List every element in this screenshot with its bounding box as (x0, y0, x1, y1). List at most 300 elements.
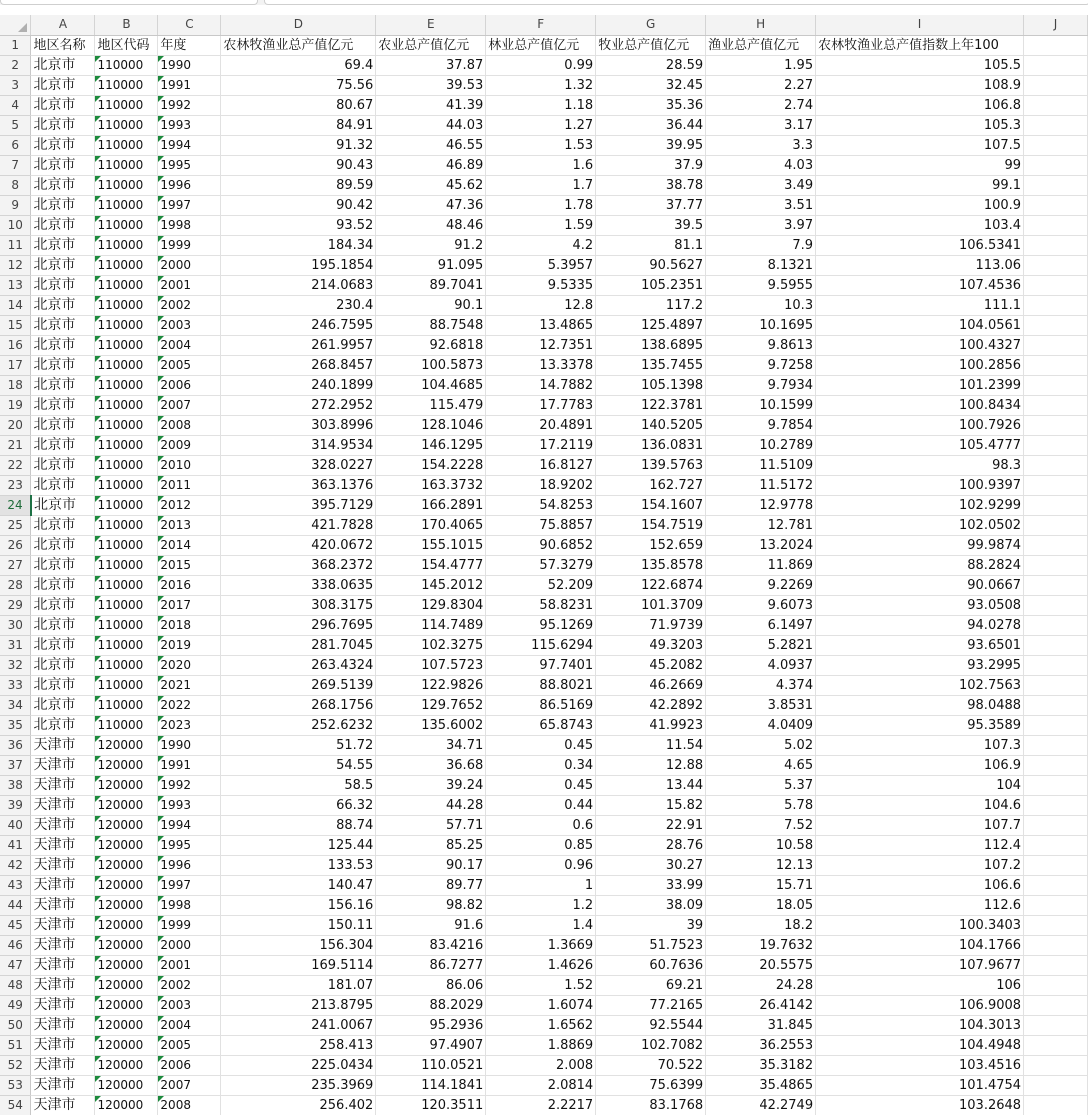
cell-G41[interactable]: 28.76 (596, 835, 706, 855)
cell-I2[interactable]: 105.5 (816, 55, 1024, 75)
cell-C48[interactable]: 2002 (158, 975, 221, 995)
cell-D42[interactable]: 133.53 (221, 855, 376, 875)
row-header-54[interactable]: 54 (0, 1095, 31, 1115)
cell-G2[interactable]: 28.59 (596, 55, 706, 75)
cell-E25[interactable]: 170.4065 (376, 515, 486, 535)
cell-F44[interactable]: 1.2 (486, 895, 596, 915)
cell-G27[interactable]: 135.8578 (596, 555, 706, 575)
cell-D35[interactable]: 252.6232 (221, 715, 376, 735)
cell-C46[interactable]: 2000 (158, 935, 221, 955)
cell-C32[interactable]: 2020 (158, 655, 221, 675)
row-header-23[interactable]: 23 (0, 475, 31, 495)
cell-D13[interactable]: 214.0683 (221, 275, 376, 295)
cell-E9[interactable]: 47.36 (376, 195, 486, 215)
cell-D32[interactable]: 263.4324 (221, 655, 376, 675)
cell-G8[interactable]: 38.78 (596, 175, 706, 195)
cell-C13[interactable]: 2001 (158, 275, 221, 295)
cell-I49[interactable]: 106.9008 (816, 995, 1024, 1015)
row-header-37[interactable]: 37 (0, 755, 31, 775)
cell-G9[interactable]: 37.77 (596, 195, 706, 215)
cell-C12[interactable]: 2000 (158, 255, 221, 275)
cell-B51[interactable]: 120000 (95, 1035, 158, 1055)
column-header-B[interactable]: B (95, 15, 158, 35)
cell-B18[interactable]: 110000 (95, 375, 158, 395)
cell-B32[interactable]: 110000 (95, 655, 158, 675)
cell-F20[interactable]: 20.4891 (486, 415, 596, 435)
cell-I17[interactable]: 100.2856 (816, 355, 1024, 375)
row-header-24[interactable]: 24 (0, 495, 31, 515)
cell-J50[interactable] (1024, 1015, 1088, 1035)
cell-B48[interactable]: 120000 (95, 975, 158, 995)
cell-C49[interactable]: 2003 (158, 995, 221, 1015)
cell-F25[interactable]: 75.8857 (486, 515, 596, 535)
cell-C51[interactable]: 2005 (158, 1035, 221, 1055)
cell-F18[interactable]: 14.7882 (486, 375, 596, 395)
cell-D7[interactable]: 90.43 (221, 155, 376, 175)
cell-J10[interactable] (1024, 215, 1088, 235)
cell-A28[interactable]: 北京市 (31, 575, 95, 595)
cell-A13[interactable]: 北京市 (31, 275, 95, 295)
cell-C16[interactable]: 2004 (158, 335, 221, 355)
cell-J4[interactable] (1024, 95, 1088, 115)
cell-A17[interactable]: 北京市 (31, 355, 95, 375)
row-header-53[interactable]: 53 (0, 1075, 31, 1095)
cell-G15[interactable]: 125.4897 (596, 315, 706, 335)
column-header-J[interactable]: J (1024, 15, 1088, 35)
cell-J34[interactable] (1024, 695, 1088, 715)
cell-D41[interactable]: 125.44 (221, 835, 376, 855)
cell-G23[interactable]: 162.727 (596, 475, 706, 495)
cell-A25[interactable]: 北京市 (31, 515, 95, 535)
cell-I51[interactable]: 104.4948 (816, 1035, 1024, 1055)
cell-B10[interactable]: 110000 (95, 215, 158, 235)
row-header-17[interactable]: 17 (0, 355, 31, 375)
cell-G6[interactable]: 39.95 (596, 135, 706, 155)
cell-J52[interactable] (1024, 1055, 1088, 1075)
cell-C7[interactable]: 1995 (158, 155, 221, 175)
cell-I43[interactable]: 106.6 (816, 875, 1024, 895)
cell-I23[interactable]: 100.9397 (816, 475, 1024, 495)
cell-F10[interactable]: 1.59 (486, 215, 596, 235)
cell-J31[interactable] (1024, 635, 1088, 655)
cell-J15[interactable] (1024, 315, 1088, 335)
cell-C28[interactable]: 2016 (158, 575, 221, 595)
cell-C45[interactable]: 1999 (158, 915, 221, 935)
cell-B47[interactable]: 120000 (95, 955, 158, 975)
cell-E44[interactable]: 98.82 (376, 895, 486, 915)
cell-I19[interactable]: 100.8434 (816, 395, 1024, 415)
row-header-35[interactable]: 35 (0, 715, 31, 735)
cell-G38[interactable]: 13.44 (596, 775, 706, 795)
cell-I5[interactable]: 105.3 (816, 115, 1024, 135)
cell-J41[interactable] (1024, 835, 1088, 855)
cell-E28[interactable]: 145.2012 (376, 575, 486, 595)
cell-A45[interactable]: 天津市 (31, 915, 95, 935)
cell-A26[interactable]: 北京市 (31, 535, 95, 555)
cell-J38[interactable] (1024, 775, 1088, 795)
cell-G45[interactable]: 39 (596, 915, 706, 935)
cell-D43[interactable]: 140.47 (221, 875, 376, 895)
cell-F35[interactable]: 65.8743 (486, 715, 596, 735)
cell-D49[interactable]: 213.8795 (221, 995, 376, 1015)
cell-J49[interactable] (1024, 995, 1088, 1015)
cell-A52[interactable]: 天津市 (31, 1055, 95, 1075)
row-header-1[interactable]: 1 (0, 35, 31, 55)
row-header-8[interactable]: 8 (0, 175, 31, 195)
cell-H1[interactable]: 渔业总产值亿元 (706, 35, 816, 55)
cell-B35[interactable]: 110000 (95, 715, 158, 735)
cell-A36[interactable]: 天津市 (31, 735, 95, 755)
cell-D20[interactable]: 303.8996 (221, 415, 376, 435)
cell-H9[interactable]: 3.51 (706, 195, 816, 215)
cell-H46[interactable]: 19.7632 (706, 935, 816, 955)
cell-F7[interactable]: 1.6 (486, 155, 596, 175)
cell-D31[interactable]: 281.7045 (221, 635, 376, 655)
cell-D39[interactable]: 66.32 (221, 795, 376, 815)
cell-G54[interactable]: 83.1768 (596, 1095, 706, 1115)
cell-G37[interactable]: 12.88 (596, 755, 706, 775)
cell-B6[interactable]: 110000 (95, 135, 158, 155)
cell-A20[interactable]: 北京市 (31, 415, 95, 435)
cell-I36[interactable]: 107.3 (816, 735, 1024, 755)
cell-B4[interactable]: 110000 (95, 95, 158, 115)
cell-E14[interactable]: 90.1 (376, 295, 486, 315)
cell-I46[interactable]: 104.1766 (816, 935, 1024, 955)
column-header-C[interactable]: C (158, 15, 221, 35)
cell-I31[interactable]: 93.6501 (816, 635, 1024, 655)
cell-C42[interactable]: 1996 (158, 855, 221, 875)
select-all-corner[interactable] (0, 15, 31, 35)
cell-E36[interactable]: 34.71 (376, 735, 486, 755)
cell-E19[interactable]: 115.479 (376, 395, 486, 415)
cell-I22[interactable]: 98.3 (816, 455, 1024, 475)
cell-E41[interactable]: 85.25 (376, 835, 486, 855)
cell-I50[interactable]: 104.3013 (816, 1015, 1024, 1035)
cell-D4[interactable]: 80.67 (221, 95, 376, 115)
cell-D16[interactable]: 261.9957 (221, 335, 376, 355)
cell-G46[interactable]: 51.7523 (596, 935, 706, 955)
cell-H4[interactable]: 2.74 (706, 95, 816, 115)
cell-J19[interactable] (1024, 395, 1088, 415)
cell-G7[interactable]: 37.9 (596, 155, 706, 175)
cell-I34[interactable]: 98.0488 (816, 695, 1024, 715)
cell-D54[interactable]: 256.402 (221, 1095, 376, 1115)
cell-C2[interactable]: 1990 (158, 55, 221, 75)
cell-E50[interactable]: 95.2936 (376, 1015, 486, 1035)
cell-I13[interactable]: 107.4536 (816, 275, 1024, 295)
cell-J3[interactable] (1024, 75, 1088, 95)
cell-A37[interactable]: 天津市 (31, 755, 95, 775)
cell-B40[interactable]: 120000 (95, 815, 158, 835)
cell-F46[interactable]: 1.3669 (486, 935, 596, 955)
cell-A50[interactable]: 天津市 (31, 1015, 95, 1035)
row-header-30[interactable]: 30 (0, 615, 31, 635)
cell-G22[interactable]: 139.5763 (596, 455, 706, 475)
cell-F22[interactable]: 16.8127 (486, 455, 596, 475)
cell-C26[interactable]: 2014 (158, 535, 221, 555)
column-header-E[interactable]: E (376, 15, 486, 35)
row-header-44[interactable]: 44 (0, 895, 31, 915)
cell-B21[interactable]: 110000 (95, 435, 158, 455)
cell-H29[interactable]: 9.6073 (706, 595, 816, 615)
cell-D23[interactable]: 363.1376 (221, 475, 376, 495)
cell-I40[interactable]: 107.7 (816, 815, 1024, 835)
cell-A7[interactable]: 北京市 (31, 155, 95, 175)
row-header-32[interactable]: 32 (0, 655, 31, 675)
cell-E37[interactable]: 36.68 (376, 755, 486, 775)
cell-G34[interactable]: 42.2892 (596, 695, 706, 715)
cell-E35[interactable]: 135.6002 (376, 715, 486, 735)
row-header-12[interactable]: 12 (0, 255, 31, 275)
cell-J39[interactable] (1024, 795, 1088, 815)
cell-I25[interactable]: 102.0502 (816, 515, 1024, 535)
row-header-4[interactable]: 4 (0, 95, 31, 115)
cell-D52[interactable]: 225.0434 (221, 1055, 376, 1075)
cell-C19[interactable]: 2007 (158, 395, 221, 415)
cell-J32[interactable] (1024, 655, 1088, 675)
cell-I12[interactable]: 113.06 (816, 255, 1024, 275)
cell-A38[interactable]: 天津市 (31, 775, 95, 795)
cell-I7[interactable]: 99 (816, 155, 1024, 175)
cell-G10[interactable]: 39.5 (596, 215, 706, 235)
cell-H30[interactable]: 6.1497 (706, 615, 816, 635)
cell-D30[interactable]: 296.7695 (221, 615, 376, 635)
cell-F17[interactable]: 13.3378 (486, 355, 596, 375)
cell-J35[interactable] (1024, 715, 1088, 735)
cell-G47[interactable]: 60.7636 (596, 955, 706, 975)
cell-J40[interactable] (1024, 815, 1088, 835)
row-header-10[interactable]: 10 (0, 215, 31, 235)
cell-F39[interactable]: 0.44 (486, 795, 596, 815)
cell-A6[interactable]: 北京市 (31, 135, 95, 155)
cell-I14[interactable]: 111.1 (816, 295, 1024, 315)
cell-J16[interactable] (1024, 335, 1088, 355)
cell-F34[interactable]: 86.5169 (486, 695, 596, 715)
cell-F38[interactable]: 0.45 (486, 775, 596, 795)
cell-E12[interactable]: 91.095 (376, 255, 486, 275)
cell-I32[interactable]: 93.2995 (816, 655, 1024, 675)
cell-D36[interactable]: 51.72 (221, 735, 376, 755)
cell-E42[interactable]: 90.17 (376, 855, 486, 875)
cell-I52[interactable]: 103.4516 (816, 1055, 1024, 1075)
column-header-G[interactable]: G (596, 15, 706, 35)
cell-D3[interactable]: 75.56 (221, 75, 376, 95)
cell-B46[interactable]: 120000 (95, 935, 158, 955)
row-header-15[interactable]: 15 (0, 315, 31, 335)
cell-H28[interactable]: 9.2269 (706, 575, 816, 595)
cell-D28[interactable]: 338.0635 (221, 575, 376, 595)
cell-D47[interactable]: 169.5114 (221, 955, 376, 975)
cell-C17[interactable]: 2005 (158, 355, 221, 375)
cell-F23[interactable]: 18.9202 (486, 475, 596, 495)
cell-A2[interactable]: 北京市 (31, 55, 95, 75)
cell-E7[interactable]: 46.89 (376, 155, 486, 175)
cell-E53[interactable]: 114.1841 (376, 1075, 486, 1095)
cell-D19[interactable]: 272.2952 (221, 395, 376, 415)
row-header-11[interactable]: 11 (0, 235, 31, 255)
cell-F13[interactable]: 9.5335 (486, 275, 596, 295)
cell-I9[interactable]: 100.9 (816, 195, 1024, 215)
cell-B14[interactable]: 110000 (95, 295, 158, 315)
cell-F11[interactable]: 4.2 (486, 235, 596, 255)
cell-C9[interactable]: 1997 (158, 195, 221, 215)
cell-E1[interactable]: 农业总产值亿元 (376, 35, 486, 55)
cell-J47[interactable] (1024, 955, 1088, 975)
row-header-7[interactable]: 7 (0, 155, 31, 175)
cell-E2[interactable]: 37.87 (376, 55, 486, 75)
cell-J6[interactable] (1024, 135, 1088, 155)
cell-F52[interactable]: 2.008 (486, 1055, 596, 1075)
cell-G33[interactable]: 46.2669 (596, 675, 706, 695)
cell-D38[interactable]: 58.5 (221, 775, 376, 795)
cell-D34[interactable]: 268.1756 (221, 695, 376, 715)
cell-D45[interactable]: 150.11 (221, 915, 376, 935)
cell-B44[interactable]: 120000 (95, 895, 158, 915)
row-header-47[interactable]: 47 (0, 955, 31, 975)
cell-H5[interactable]: 3.17 (706, 115, 816, 135)
cell-H49[interactable]: 26.4142 (706, 995, 816, 1015)
cell-J30[interactable] (1024, 615, 1088, 635)
cell-A40[interactable]: 天津市 (31, 815, 95, 835)
cell-I15[interactable]: 104.0561 (816, 315, 1024, 335)
cell-A14[interactable]: 北京市 (31, 295, 95, 315)
cell-I42[interactable]: 107.2 (816, 855, 1024, 875)
cell-I4[interactable]: 106.8 (816, 95, 1024, 115)
row-header-39[interactable]: 39 (0, 795, 31, 815)
cell-G18[interactable]: 105.1398 (596, 375, 706, 395)
cell-C41[interactable]: 1995 (158, 835, 221, 855)
cell-I21[interactable]: 105.4777 (816, 435, 1024, 455)
cell-D14[interactable]: 230.4 (221, 295, 376, 315)
column-header-H[interactable]: H (706, 15, 816, 35)
cell-J27[interactable] (1024, 555, 1088, 575)
cell-E20[interactable]: 128.1046 (376, 415, 486, 435)
cell-F40[interactable]: 0.6 (486, 815, 596, 835)
cell-F50[interactable]: 1.6562 (486, 1015, 596, 1035)
cell-C52[interactable]: 2006 (158, 1055, 221, 1075)
cell-E22[interactable]: 154.2228 (376, 455, 486, 475)
cell-D33[interactable]: 269.5139 (221, 675, 376, 695)
cell-A43[interactable]: 天津市 (31, 875, 95, 895)
cell-J18[interactable] (1024, 375, 1088, 395)
cell-I16[interactable]: 100.4327 (816, 335, 1024, 355)
cell-I48[interactable]: 106 (816, 975, 1024, 995)
cell-C3[interactable]: 1991 (158, 75, 221, 95)
row-header-51[interactable]: 51 (0, 1035, 31, 1055)
cell-G13[interactable]: 105.2351 (596, 275, 706, 295)
row-header-18[interactable]: 18 (0, 375, 31, 395)
cell-A32[interactable]: 北京市 (31, 655, 95, 675)
cell-B43[interactable]: 120000 (95, 875, 158, 895)
cell-J25[interactable] (1024, 515, 1088, 535)
cell-J23[interactable] (1024, 475, 1088, 495)
cell-B20[interactable]: 110000 (95, 415, 158, 435)
cell-E31[interactable]: 102.3275 (376, 635, 486, 655)
cell-I38[interactable]: 104 (816, 775, 1024, 795)
cell-F26[interactable]: 90.6852 (486, 535, 596, 555)
cell-F1[interactable]: 林业总产值亿元 (486, 35, 596, 55)
cell-F30[interactable]: 95.1269 (486, 615, 596, 635)
cell-F16[interactable]: 12.7351 (486, 335, 596, 355)
cell-J9[interactable] (1024, 195, 1088, 215)
cell-G24[interactable]: 154.1607 (596, 495, 706, 515)
cell-F28[interactable]: 52.209 (486, 575, 596, 595)
cell-H2[interactable]: 1.95 (706, 55, 816, 75)
row-header-46[interactable]: 46 (0, 935, 31, 955)
row-header-45[interactable]: 45 (0, 915, 31, 935)
cell-J22[interactable] (1024, 455, 1088, 475)
cell-H32[interactable]: 4.0937 (706, 655, 816, 675)
cell-D22[interactable]: 328.0227 (221, 455, 376, 475)
cell-G42[interactable]: 30.27 (596, 855, 706, 875)
cell-I10[interactable]: 103.4 (816, 215, 1024, 235)
cell-A51[interactable]: 天津市 (31, 1035, 95, 1055)
row-header-49[interactable]: 49 (0, 995, 31, 1015)
cell-B49[interactable]: 120000 (95, 995, 158, 1015)
cell-H41[interactable]: 10.58 (706, 835, 816, 855)
cell-D6[interactable]: 91.32 (221, 135, 376, 155)
cell-G1[interactable]: 牧业总产值亿元 (596, 35, 706, 55)
cell-E4[interactable]: 41.39 (376, 95, 486, 115)
cell-B5[interactable]: 110000 (95, 115, 158, 135)
cell-J43[interactable] (1024, 875, 1088, 895)
row-header-21[interactable]: 21 (0, 435, 31, 455)
cell-H51[interactable]: 36.2553 (706, 1035, 816, 1055)
row-header-50[interactable]: 50 (0, 1015, 31, 1035)
cell-I30[interactable]: 94.0278 (816, 615, 1024, 635)
cell-B30[interactable]: 110000 (95, 615, 158, 635)
cell-B15[interactable]: 110000 (95, 315, 158, 335)
cell-F33[interactable]: 88.8021 (486, 675, 596, 695)
cell-H37[interactable]: 4.65 (706, 755, 816, 775)
cell-C38[interactable]: 1992 (158, 775, 221, 795)
cell-B7[interactable]: 110000 (95, 155, 158, 175)
cell-D53[interactable]: 235.3969 (221, 1075, 376, 1095)
cell-I33[interactable]: 102.7563 (816, 675, 1024, 695)
cell-A15[interactable]: 北京市 (31, 315, 95, 335)
cell-E16[interactable]: 92.6818 (376, 335, 486, 355)
cell-F37[interactable]: 0.34 (486, 755, 596, 775)
cell-D37[interactable]: 54.55 (221, 755, 376, 775)
cell-F15[interactable]: 13.4865 (486, 315, 596, 335)
cell-J53[interactable] (1024, 1075, 1088, 1095)
cell-A23[interactable]: 北京市 (31, 475, 95, 495)
cell-J5[interactable] (1024, 115, 1088, 135)
cell-G35[interactable]: 41.9923 (596, 715, 706, 735)
cell-I8[interactable]: 99.1 (816, 175, 1024, 195)
cell-I18[interactable]: 101.2399 (816, 375, 1024, 395)
cell-C22[interactable]: 2010 (158, 455, 221, 475)
cell-H27[interactable]: 11.869 (706, 555, 816, 575)
cell-D25[interactable]: 421.7828 (221, 515, 376, 535)
cell-C39[interactable]: 1993 (158, 795, 221, 815)
cell-E18[interactable]: 104.4685 (376, 375, 486, 395)
cell-B37[interactable]: 120000 (95, 755, 158, 775)
row-header-3[interactable]: 3 (0, 75, 31, 95)
cell-F5[interactable]: 1.27 (486, 115, 596, 135)
cell-H45[interactable]: 18.2 (706, 915, 816, 935)
cell-H17[interactable]: 9.7258 (706, 355, 816, 375)
row-header-28[interactable]: 28 (0, 575, 31, 595)
cell-G28[interactable]: 122.6874 (596, 575, 706, 595)
cell-D15[interactable]: 246.7595 (221, 315, 376, 335)
cell-C44[interactable]: 1998 (158, 895, 221, 915)
formula-bar[interactable] (264, 0, 1088, 5)
cell-E46[interactable]: 83.4216 (376, 935, 486, 955)
cell-H16[interactable]: 9.8613 (706, 335, 816, 355)
cell-D8[interactable]: 89.59 (221, 175, 376, 195)
cell-H11[interactable]: 7.9 (706, 235, 816, 255)
